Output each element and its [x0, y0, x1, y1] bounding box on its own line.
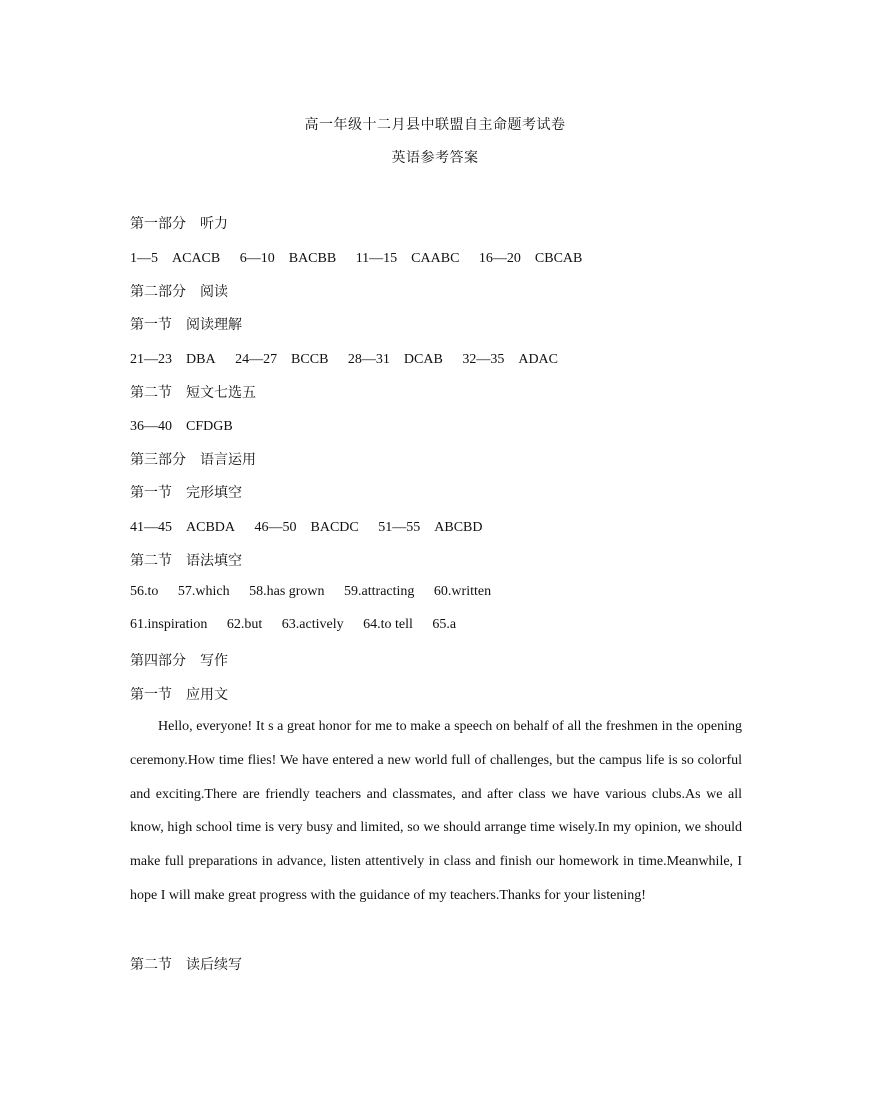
part2-heading-title: 阅读	[200, 285, 228, 300]
section-title: 完形填空	[186, 486, 242, 501]
answer-item: 64.to tell	[363, 617, 413, 632]
section-label: 第二节	[130, 554, 172, 569]
section-label: 第一节	[130, 486, 172, 501]
grammar-answers-row-2	[130, 617, 456, 633]
section-title: 读后续写	[186, 958, 242, 973]
answer-item: 65.a	[432, 617, 457, 632]
answer-item: 58.has grown	[249, 584, 325, 599]
part2-sec1-heading	[130, 314, 242, 334]
part3-sec1-heading	[130, 482, 242, 502]
essay-paragraph: Hello, everyone! It s a great honor for me to make a speech on behalf of all the freshmen in the opening ceremony.How time flies! We have entered a new world full of challenges, but the campus life is so colorful and exciting.There are friendly teachers and classmates, and after class we have various clubs.As we all know, high school time is very busy and limited, so we should arrange time wisely.In my opinion, we should make full preparations in advance, listen attentively in class and finish our homework in time.Meanwhile, I hope I will make great progress with the guidance of my teachers.Thanks for your listening!	[130, 719, 742, 903]
section-title: 阅读理解	[186, 318, 242, 333]
section-label: 第二节	[130, 386, 172, 401]
answer-group: 46—50 BACDC	[254, 520, 359, 535]
part2-heading	[130, 281, 228, 301]
section-label: 第二节	[130, 958, 172, 973]
part2-sec2-answers	[130, 415, 233, 435]
section-title: 应用文	[186, 688, 228, 703]
answer-item: 63.actively	[281, 617, 344, 632]
answer-group: 11—15 CAABC	[355, 251, 460, 266]
answer-item: 62.but	[226, 617, 263, 632]
part3-heading	[130, 449, 256, 469]
section-label: 第一节	[130, 318, 172, 333]
answer-item: 61.inspiration	[130, 617, 208, 632]
grammar-answers-row-1	[130, 584, 491, 600]
part2-heading-label: 第二部分	[130, 285, 186, 300]
part3-sec1-answers	[130, 516, 482, 536]
part1-heading	[130, 213, 228, 233]
part3-heading-label: 第三部分	[130, 453, 186, 468]
part1-answers	[130, 247, 582, 267]
answer-group: 21—23 DBA	[130, 352, 216, 367]
answer-group: 24—27 BCCB	[235, 352, 329, 367]
section-label: 第一节	[130, 688, 172, 703]
part4-sec1-heading	[130, 684, 228, 704]
section-title: 短文七选五	[186, 386, 256, 401]
part2-sec1-answers	[130, 348, 558, 368]
answer-group: 41—45 ACBDA	[130, 520, 236, 535]
answer-item: 60.written	[433, 584, 492, 599]
answer-group: 6—10 BACBB	[239, 251, 337, 266]
part4-heading-label: 第四部分	[130, 654, 186, 669]
answer-group: 16—20 CBCAB	[478, 251, 583, 266]
section-title: 语法填空	[186, 554, 242, 569]
exam-subtitle: 英语参考答案	[391, 150, 479, 166]
part3-heading-title: 语言运用	[200, 453, 256, 468]
part4-heading-title: 写作	[200, 654, 228, 669]
part4-heading	[130, 650, 228, 670]
part2-sec2-heading	[130, 382, 256, 402]
answer-item: 56.to	[130, 584, 159, 599]
answer-item: 57.which	[177, 584, 230, 599]
answer-group: 28—31 DCAB	[347, 352, 443, 367]
exam-title: 高一年级十二月县中联盟自主命题考试卷	[304, 117, 566, 133]
answer-item: 59.attracting	[344, 584, 415, 599]
part3-sec2-heading	[130, 550, 242, 570]
answer-group: 51—55 ABCBD	[378, 520, 483, 535]
answer-group: 36—40 CFDGB	[130, 419, 233, 434]
answer-group: 32—35 ADAC	[462, 352, 558, 367]
part1-heading-title: 听力	[200, 217, 228, 232]
part1-heading-label: 第一部分	[130, 217, 186, 232]
answer-group: 1—5 ACACB	[130, 251, 221, 266]
part4-sec2-heading	[130, 954, 242, 974]
